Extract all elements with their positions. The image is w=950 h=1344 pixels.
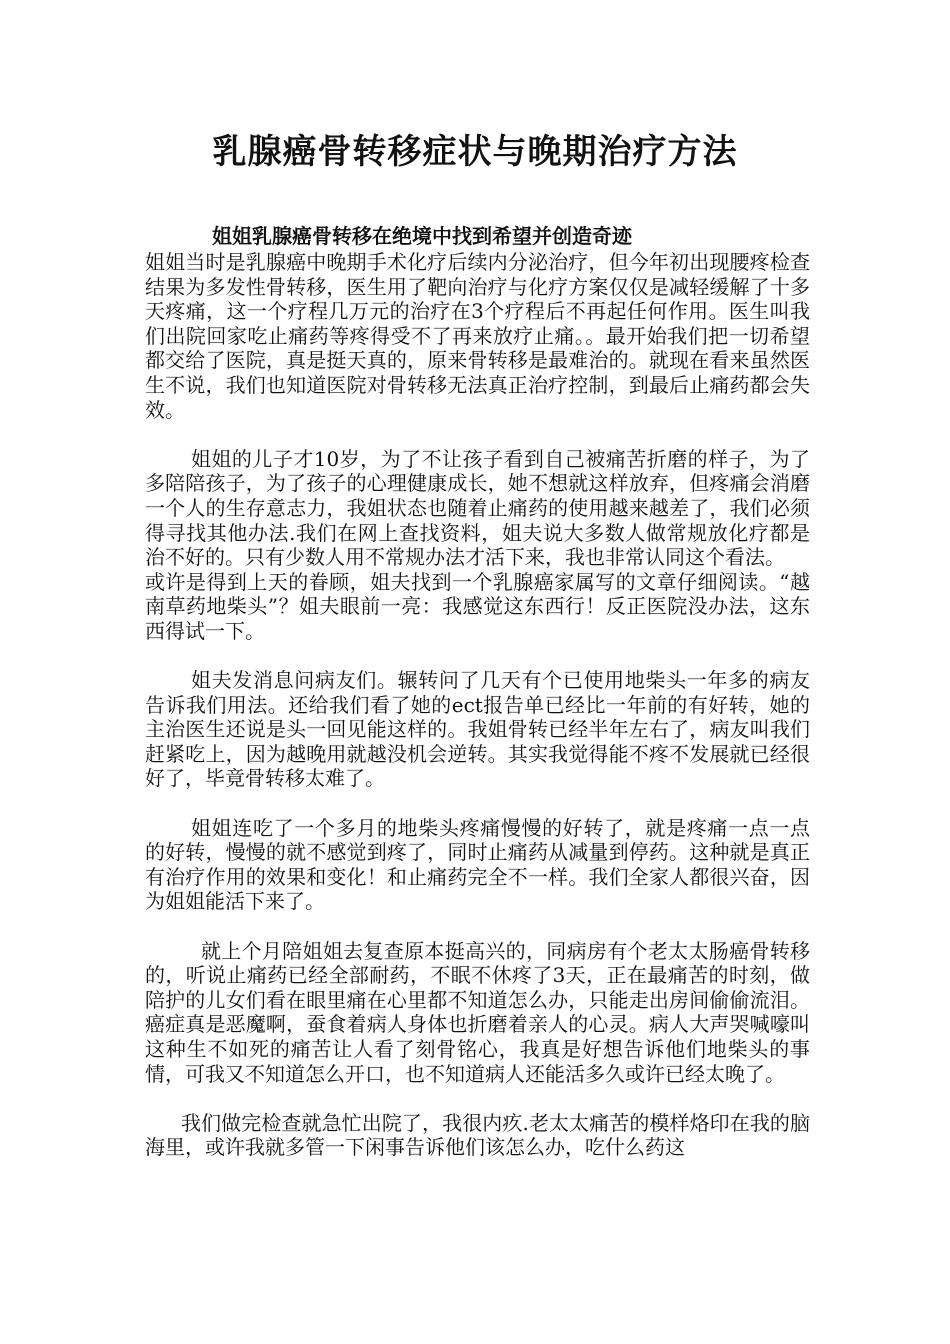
paragraph-3: 或许是得到上天的眷顾，姐夫找到一个乳腺癌家属写的文章仔细阅读。“越南草药地柴头”？姐夫眼前一亮：我感觉这东西行！反正医院没办法，这东西得试一下。 (145, 569, 810, 643)
article-subtitle: 姐姐乳腺癌骨转移在绝境中找到希望并创造奇迹 (212, 224, 632, 248)
article-body (145, 250, 810, 1160)
paragraph-6: 就上个月陪姐姐去复查原本挺高兴的，同病房有个老太太肠癌骨转移的，听说止痛药已经全部耐药，不眠不休疼了3天，正在最痛苦的时刻，做陪护的儿女们看在眼里痛在心里都不知道怎么办，只能走出房间偷偷流泪。癌症真是恶魔啊，蚕食着病人身体也折磨着亲人的心灵。病人大声哭喊嚎叫这种生不如死的痛苦让人看了刻骨铭心，我真是好想告诉他们地柴头的事情，可我又不知道怎么开口，也不知道病人还能活多久或许已经太晚了。 (145, 938, 810, 1086)
paragraph-4: 姐夫发消息问病友们。辗转问了几天有个已使用地柴头一年多的病友告诉我们用法。还给我们看了她的ect报告单已经比一年前的有好转，她的主治医生还说是头一回见能这样的。我姐骨转已经半年左右了，病友叫我们赶紧吃上，因为越晚用就越没机会逆转。其实我觉得能不疼不发展就已经很好了，毕竟骨转移太难了。 (145, 668, 810, 791)
document-title: 乳腺癌骨转移症状与晚期治疗方法 (212, 132, 738, 172)
paragraph-2: 姐姐的儿子才10岁，为了不让孩子看到自己被痛苦折磨的样子，为了多陪陪孩子，为了孩子的心理健康成长，她不想就这样放弃，但疼痛会消磨一个人的生存意志力，我姐状态也随着止痛药的使用越来越差了，我们必须得寻找其他办法.我们在网上查找资料，姐夫说大多数人做常规放化疗都是治不好的。只有少数人用不常规办法才活下来，我也非常认同这个看法。 (145, 446, 810, 570)
paragraph-5: 姐姐连吃了一个多月的地柴头疼痛慢慢的好转了，就是疼痛一点一点的好转，慢慢的就不感觉到疼了，同时止痛药从减量到停药。这种就是真正有治疗作用的效果和变化！和止痛药完全不一样。我们全家人都很兴奋，因为姐姐能活下来了。 (145, 815, 810, 914)
paragraph-7: 我们做完检查就急忙出院了，我很内疚.老太太痛苦的模样烙印在我的脑海里，或许我就多管一下闲事告诉他们该怎么办，吃什么药这 (145, 1110, 810, 1160)
paragraph-1: 姐姐当时是乳腺癌中晚期手术化疗后续内分泌治疗，但今年初出现腰疼检查结果为多发性骨转移，医生用了靶向治疗与化疗方案仅仅是减轻缓解了十多天疼痛，这一个疗程几万元的治疗在3个疗程后不再起任何作用。医生叫我们出院回家吃止痛药等疼得受不了再来放疗止痛。。最开始我们把一切希望都交给了医院，真是挺天真的，原来骨转移是最难治的。就现在看来虽然医生不说，我们也知道医院对骨转移无法真正治疗控制，到最后止痛药都会失效。 (145, 250, 810, 422)
